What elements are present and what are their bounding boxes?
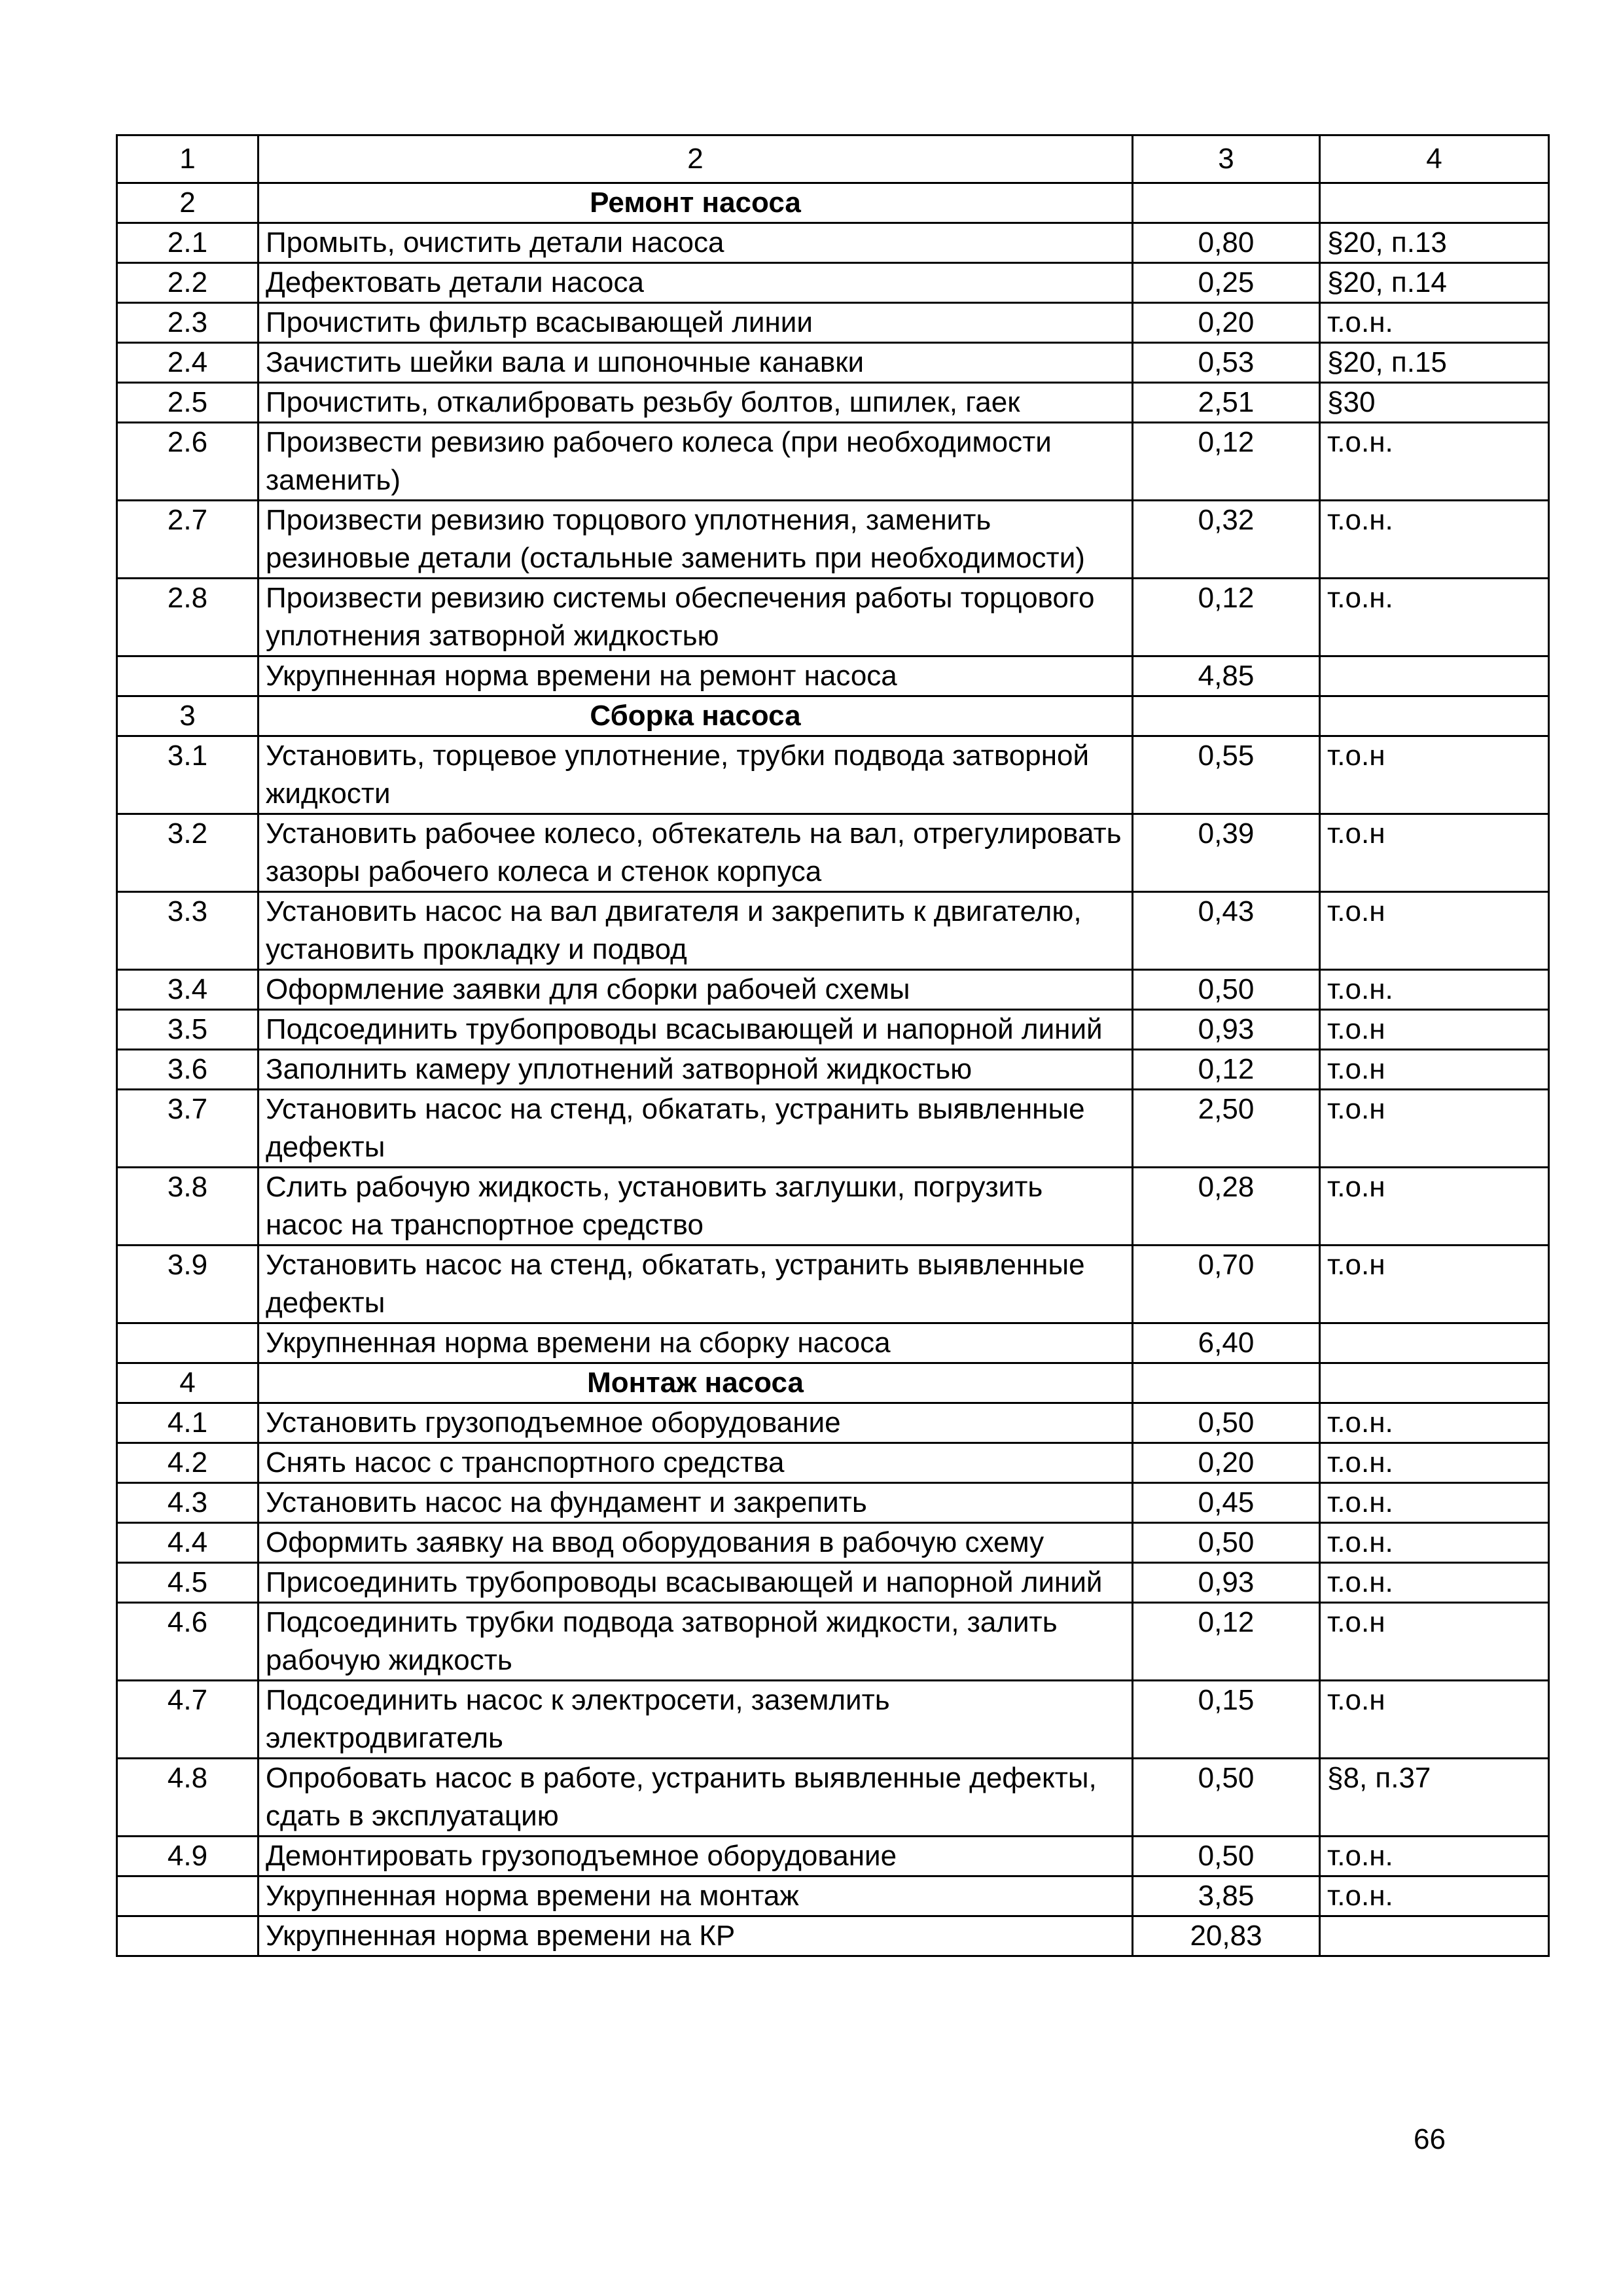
row-description: Заполнить камеру уплотнений затворной жидкостью <box>259 1050 1133 1090</box>
row-number: 2.4 <box>117 343 259 383</box>
row-description: Подсоединить трубопроводы всасывающей и напорной линий <box>259 1010 1133 1050</box>
section-row <box>117 183 1549 223</box>
row-number: 4.5 <box>117 1563 259 1603</box>
row-description: Присоединить трубопроводы всасывающей и напорной линий <box>259 1563 1133 1603</box>
row-norm-value: 0,70 <box>1133 1246 1320 1323</box>
row-norm-value <box>1133 696 1320 736</box>
row-norm-value <box>1133 1363 1320 1403</box>
total-row <box>117 656 1549 696</box>
row-norm-value: 0,93 <box>1133 1563 1320 1603</box>
column-header-2: 2 <box>259 135 1133 183</box>
section-title: Сборка насоса <box>259 696 1133 736</box>
row-number: 3.5 <box>117 1010 259 1050</box>
column-header-4: 4 <box>1320 135 1549 183</box>
row-norm-value: 6,40 <box>1133 1323 1320 1363</box>
row-reference: т.о.н. <box>1320 1403 1549 1443</box>
row-description: Произвести ревизию рабочего колеса (при необходимости заменить) <box>259 423 1133 501</box>
section-title: Монтаж насоса <box>259 1363 1133 1403</box>
row-reference: §8, п.37 <box>1320 1759 1549 1837</box>
table-row <box>117 892 1549 970</box>
row-number: 3 <box>117 696 259 736</box>
row-number: 4.1 <box>117 1403 259 1443</box>
row-norm-value: 2,50 <box>1133 1090 1320 1168</box>
row-reference: т.о.н. <box>1320 1523 1549 1563</box>
row-reference: т.о.н <box>1320 1050 1549 1090</box>
table-row <box>117 1090 1549 1168</box>
row-norm-value <box>1133 183 1320 223</box>
row-description: Укрупненная норма времени на ремонт насоса <box>259 656 1133 696</box>
row-reference <box>1320 1363 1549 1403</box>
table-header-row <box>117 135 1549 183</box>
row-description: Зачистить шейки вала и шпоночные канавки <box>259 343 1133 383</box>
table-row <box>117 1050 1549 1090</box>
row-norm-value: 0,20 <box>1133 1443 1320 1483</box>
row-number: 2.2 <box>117 263 259 303</box>
row-description: Установить, торцевое уплотнение, трубки подвода затворной жидкости <box>259 736 1133 814</box>
row-number: 3.8 <box>117 1168 259 1246</box>
row-description: Дефектовать детали насоса <box>259 263 1133 303</box>
row-description: Установить рабочее колесо, обтекатель на вал, отрегулировать зазоры рабочего колеса и стенок корпуса <box>259 814 1133 892</box>
row-reference: т.о.н. <box>1320 1443 1549 1483</box>
row-norm-value: 4,85 <box>1133 656 1320 696</box>
table-row <box>117 1759 1549 1837</box>
row-norm-value: 0,43 <box>1133 892 1320 970</box>
table-row <box>117 1403 1549 1443</box>
table-row <box>117 501 1549 579</box>
row-norm-value: 0,12 <box>1133 1603 1320 1681</box>
row-reference: §20, п.15 <box>1320 343 1549 383</box>
table-row <box>117 579 1549 656</box>
row-norm-value: 0,93 <box>1133 1010 1320 1050</box>
row-reference: т.о.н <box>1320 1168 1549 1246</box>
table-row <box>117 1443 1549 1483</box>
table-row <box>117 970 1549 1010</box>
row-number <box>117 656 259 696</box>
row-number: 2.8 <box>117 579 259 656</box>
row-norm-value: 0,55 <box>1133 736 1320 814</box>
row-number <box>117 1916 259 1956</box>
row-number: 4.7 <box>117 1681 259 1759</box>
row-reference: т.о.н <box>1320 1090 1549 1168</box>
table-row <box>117 1246 1549 1323</box>
norms-table <box>116 134 1550 1957</box>
row-description: Демонтировать грузоподъемное оборудование <box>259 1837 1133 1876</box>
row-number: 3.4 <box>117 970 259 1010</box>
row-norm-value: 0,80 <box>1133 223 1320 263</box>
row-reference: т.о.н <box>1320 1010 1549 1050</box>
row-reference: т.о.н. <box>1320 501 1549 579</box>
row-reference: т.о.н <box>1320 1603 1549 1681</box>
row-norm-value: 0,12 <box>1133 423 1320 501</box>
row-norm-value: 0,50 <box>1133 1523 1320 1563</box>
row-number <box>117 1876 259 1916</box>
total-row <box>117 1916 1549 1956</box>
row-norm-value: 3,85 <box>1133 1876 1320 1916</box>
row-description: Установить насос на фундамент и закрепить <box>259 1483 1133 1523</box>
row-norm-value: 0,45 <box>1133 1483 1320 1523</box>
row-reference <box>1320 696 1549 736</box>
row-reference <box>1320 1323 1549 1363</box>
row-reference: §20, п.14 <box>1320 263 1549 303</box>
row-number: 3.1 <box>117 736 259 814</box>
row-norm-value: 20,83 <box>1133 1916 1320 1956</box>
row-number: 4.4 <box>117 1523 259 1563</box>
row-description: Укрупненная норма времени на сборку насоса <box>259 1323 1133 1363</box>
row-reference <box>1320 1916 1549 1956</box>
section-title: Ремонт насоса <box>259 183 1133 223</box>
row-reference <box>1320 183 1549 223</box>
norms-table-body <box>117 135 1549 1956</box>
row-description: Промыть, очистить детали насоса <box>259 223 1133 263</box>
total-row <box>117 1876 1549 1916</box>
table-row <box>117 303 1549 343</box>
row-number: 3.3 <box>117 892 259 970</box>
row-reference: т.о.н. <box>1320 423 1549 501</box>
row-reference: т.о.н <box>1320 814 1549 892</box>
table-row <box>117 343 1549 383</box>
row-norm-value: 2,51 <box>1133 383 1320 423</box>
row-description: Прочистить, откалибровать резьбу болтов, шпилек, гаек <box>259 383 1133 423</box>
row-description: Установить грузоподъемное оборудование <box>259 1403 1133 1443</box>
row-reference: т.о.н. <box>1320 1483 1549 1523</box>
row-number: 3.9 <box>117 1246 259 1323</box>
row-description: Слить рабочую жидкость, установить заглушки, погрузить насос на транспортное средство <box>259 1168 1133 1246</box>
table-row <box>117 423 1549 501</box>
row-reference: т.о.н. <box>1320 970 1549 1010</box>
row-number: 3.6 <box>117 1050 259 1090</box>
table-row <box>117 1168 1549 1246</box>
row-reference: т.о.н. <box>1320 1837 1549 1876</box>
row-norm-value: 0,53 <box>1133 343 1320 383</box>
row-number: 2 <box>117 183 259 223</box>
row-reference: т.о.н. <box>1320 303 1549 343</box>
column-header-3: 3 <box>1133 135 1320 183</box>
row-number: 3.7 <box>117 1090 259 1168</box>
row-number <box>117 1323 259 1363</box>
row-description: Установить насос на стенд, обкатать, устранить выявленные дефекты <box>259 1246 1133 1323</box>
row-norm-value: 0,15 <box>1133 1681 1320 1759</box>
table-row <box>117 383 1549 423</box>
row-number: 4 <box>117 1363 259 1403</box>
row-norm-value: 0,39 <box>1133 814 1320 892</box>
row-reference <box>1320 656 1549 696</box>
row-description: Опробовать насос в работе, устранить выявленные дефекты, сдать в эксплуатацию <box>259 1759 1133 1837</box>
row-norm-value: 0,12 <box>1133 579 1320 656</box>
row-number: 4.2 <box>117 1443 259 1483</box>
row-norm-value: 0,32 <box>1133 501 1320 579</box>
table-row <box>117 1603 1549 1681</box>
row-norm-value: 0,50 <box>1133 1759 1320 1837</box>
row-number: 2.1 <box>117 223 259 263</box>
row-number: 4.9 <box>117 1837 259 1876</box>
section-row <box>117 1363 1549 1403</box>
row-number: 2.7 <box>117 501 259 579</box>
row-description: Снять насос с транспортного средства <box>259 1443 1133 1483</box>
table-row <box>117 1523 1549 1563</box>
page-number: 66 <box>1414 2123 1446 2155</box>
row-number: 4.3 <box>117 1483 259 1523</box>
row-reference: §20, п.13 <box>1320 223 1549 263</box>
row-reference: §30 <box>1320 383 1549 423</box>
table-row <box>117 1837 1549 1876</box>
row-description: Прочистить фильтр всасывающей линии <box>259 303 1133 343</box>
row-norm-value: 0,50 <box>1133 970 1320 1010</box>
row-number: 4.6 <box>117 1603 259 1681</box>
row-description: Подсоединить трубки подвода затворной жидкости, залить рабочую жидкость <box>259 1603 1133 1681</box>
row-norm-value: 0,12 <box>1133 1050 1320 1090</box>
row-description: Произвести ревизию торцового уплотнения, заменить резиновые детали (остальные заменить при необходимости) <box>259 501 1133 579</box>
row-reference: т.о.н. <box>1320 1563 1549 1603</box>
row-number: 2.5 <box>117 383 259 423</box>
table-row <box>117 1010 1549 1050</box>
row-reference: т.о.н <box>1320 1246 1549 1323</box>
row-description: Установить насос на стенд, обкатать, устранить выявленные дефекты <box>259 1090 1133 1168</box>
table-row <box>117 814 1549 892</box>
row-number: 4.8 <box>117 1759 259 1837</box>
row-number: 3.2 <box>117 814 259 892</box>
row-reference: т.о.н <box>1320 1681 1549 1759</box>
row-reference: т.о.н <box>1320 892 1549 970</box>
row-description: Установить насос на вал двигателя и закрепить к двигателю, установить прокладку и подвод <box>259 892 1133 970</box>
row-number: 2.3 <box>117 303 259 343</box>
row-norm-value: 0,50 <box>1133 1837 1320 1876</box>
row-number: 2.6 <box>117 423 259 501</box>
row-norm-value: 0,25 <box>1133 263 1320 303</box>
row-norm-value: 0,50 <box>1133 1403 1320 1443</box>
table-row <box>117 223 1549 263</box>
row-norm-value: 0,20 <box>1133 303 1320 343</box>
total-row <box>117 1323 1549 1363</box>
row-description: Оформить заявку на ввод оборудования в рабочую схему <box>259 1523 1133 1563</box>
row-reference: т.о.н <box>1320 736 1549 814</box>
row-norm-value: 0,28 <box>1133 1168 1320 1246</box>
table-row <box>117 1483 1549 1523</box>
row-description: Подсоединить насос к электросети, заземлить электродвигатель <box>259 1681 1133 1759</box>
table-row <box>117 736 1549 814</box>
column-header-1: 1 <box>117 135 259 183</box>
table-row <box>117 1681 1549 1759</box>
row-description: Укрупненная норма времени на монтаж <box>259 1876 1133 1916</box>
table-row <box>117 263 1549 303</box>
table-row <box>117 1563 1549 1603</box>
row-reference: т.о.н. <box>1320 1876 1549 1916</box>
row-reference: т.о.н. <box>1320 579 1549 656</box>
section-row <box>117 696 1549 736</box>
row-description: Произвести ревизию системы обеспечения работы торцового уплотнения затворной жидкостью <box>259 579 1133 656</box>
row-description: Оформление заявки для сборки рабочей схемы <box>259 970 1133 1010</box>
row-description: Укрупненная норма времени на КР <box>259 1916 1133 1956</box>
